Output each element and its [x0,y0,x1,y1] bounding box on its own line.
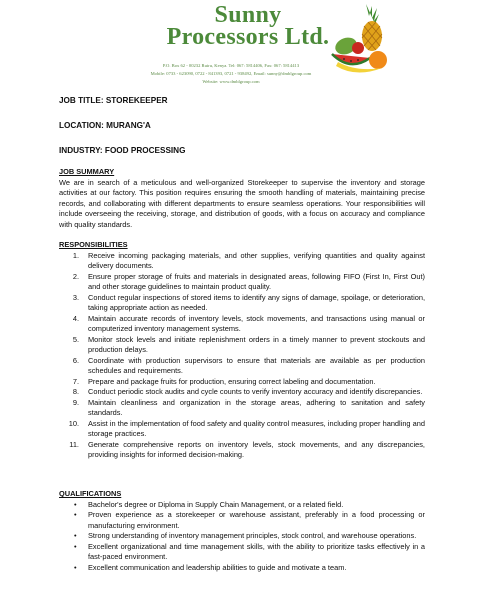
list-item-number: 4. [72,313,79,323]
list-item [59,419,425,440]
list-item [59,387,425,398]
list-item-text: Prepare and package fruits for production, ensuring correct labeling and documentation. [88,376,376,386]
bullet-icon: • [74,510,77,519]
list-item-text: Monitor stock levels and initiate replenishment orders in a timely manner to prevent stockouts and production delays. [88,334,425,354]
list-item [59,531,425,542]
list-item [59,542,425,563]
list-item-text: Strong understanding of inventory management principles, stock control, and warehouse operations. [88,531,417,540]
list-item-number: 5. [72,334,79,344]
qualifications-heading: QUALIFICATIONS [59,489,122,498]
bullet-icon: • [74,541,77,551]
job-summary-text: We are in search of a meticulous and well-organized Storekeeper to supervise the inventory and storage activities at our factory. This position requires ensuring the smooth handling of materials, maintaining precise records, and collaborating with different departments to ensure seamless operations. Your responsibilities will include overseeing the receiving, storage, and distribution of goods, with a focus on accuracy and compliance with quality standards. [59,177,425,229]
list-item [59,335,425,356]
list-item-number: 9. [72,397,79,407]
company-name-line2: Processors Ltd. [166,24,330,50]
list-item-text: Bachelor's degree or Diploma in Supply Chain Management, or a related field. [88,499,344,509]
job-title: JOB TITLE: STOREKEEPER [59,96,168,105]
list-item [59,251,425,272]
responsibilities-heading: RESPONSIBILITIES [59,240,128,249]
job-industry: INDUSTRY: FOOD PROCESSING [59,146,186,155]
list-item-text: Conduct periodic stock audits and cycle counts to verify inventory accuracy and identify discrepancies. [88,387,423,396]
list-item-number: 7. [72,376,79,386]
list-item-text: Ensure proper storage of fruits and materials in designated areas, following FIFO (First In, First Out) and other storage guidelines to maintain product quality. [88,271,425,291]
company-name [148,4,348,48]
list-item [59,563,425,574]
list-item-text: Maintain cleanliness and organization in the storage areas, adhering to sanitation and safety standards. [88,397,425,417]
list-item-text: Assist in the implementation of food safety and quality control measures, including proper handling and storage practices. [88,418,425,438]
list-item-number: 8. [72,387,79,396]
bullet-icon: • [74,562,77,572]
mobile-line: Mobile: 0733 - 623090, 0722 - 841393, 0721 - 938492, Email: sunny@dmblgroup.com [150,71,312,76]
list-item-number: 6. [72,355,79,365]
responsibilities-section [59,240,425,461]
list-item [59,440,425,461]
bullet-icon: • [74,499,77,509]
job-location: LOCATION: MURANG'A [59,121,151,130]
job-summary-section [59,167,425,230]
website-line: Website: www.dmblgroup.com [202,79,260,84]
list-item-number: 10. [68,418,79,428]
list-item [59,356,425,377]
list-item-text: Conduct regular inspections of stored items to identify any signs of damage, spoilage, or deterioration, taking appropriate action as needed. [88,292,425,312]
address-line: P.O. Box 62 - 00232 Ruiru, Kenya. Tel: 067: 5814406, Fax: 067: 5814413 [162,63,300,68]
list-item [59,293,425,314]
list-item [59,377,425,388]
responsibilities-list [59,251,425,461]
job-summary-heading: JOB SUMMARY [59,167,115,176]
list-item-text: Receive incoming packaging materials, and other supplies, verifying quantities and quality against delivery documents. [88,250,425,270]
list-item [59,510,425,531]
list-item [59,398,425,419]
list-item-text: Coordinate with production supervisors to ensure that materials are available as per production schedules and requirements. [88,355,425,375]
qualifications-list [59,500,425,574]
list-item-text: Generate comprehensive reports on inventory levels, stock movements, and any discrepancies, providing insights for informed decision-making. [88,439,425,459]
qualifications-section [59,489,425,573]
list-item-number: 11. [69,439,79,449]
list-item-text: Maintain accurate records of inventory levels, stock movements, and transactions using manual or computerized inventory management systems. [88,313,425,333]
list-item-number: 1. [72,250,79,260]
fruit-basket-logo-icon [326,2,392,76]
list-item [59,500,425,511]
list-item-number: 3. [72,292,79,302]
list-item-number: 2. [72,271,79,281]
bullet-icon: • [74,531,77,540]
letterhead [0,0,480,92]
list-item [59,314,425,335]
list-item-text: Proven experience as a storekeeper or warehouse assistant, preferably in a food processing or manufacturing environment. [88,510,425,530]
list-item-text: Excellent organizational and time management skills, with the ability to prioritize tasks effectively in a fast-paced environment. [88,541,425,561]
company-name-line1: Sunny [214,2,282,28]
list-item-text: Excellent communication and leadership abilities to guide and motivate a team. [88,562,347,572]
list-item [59,272,425,293]
